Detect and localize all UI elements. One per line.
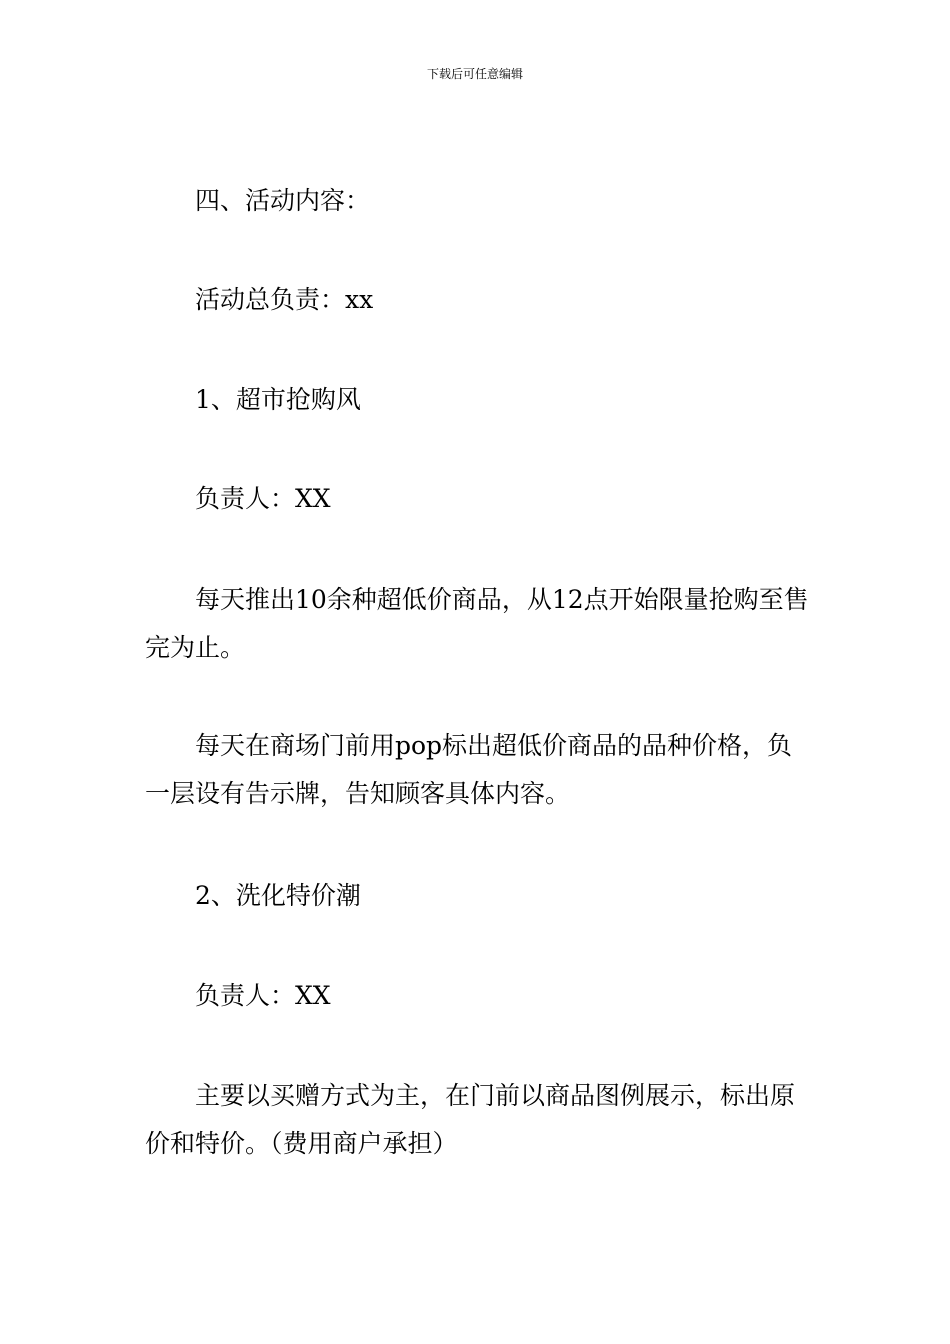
body-paragraph: 每天推出10余种超低价商品，从12点开始限量抢购至售完为止。 (145, 585, 809, 662)
person-in-charge-line: 负责人：XX (195, 981, 331, 1010)
person-in-charge-line: 负责人：XX (195, 484, 331, 513)
section-heading: 四、活动内容： (195, 186, 371, 215)
item-heading: 1、超市抢购风 (195, 385, 361, 414)
body-paragraph: 每天在商场门前用pop标出超低价商品的品种价格，负一层设有告示牌，告知顾客具体内容。 (145, 731, 793, 808)
overall-manager-line: 活动总负责：xx (195, 285, 374, 314)
item-heading: 2、洗化特价潮 (195, 881, 361, 910)
page-header: 下载后可任意编辑 (426, 67, 523, 81)
body-paragraph: 主要以买赠方式为主，在门前以商品图例展示，标出原价和特价。（费用商户承担） (145, 1081, 796, 1158)
